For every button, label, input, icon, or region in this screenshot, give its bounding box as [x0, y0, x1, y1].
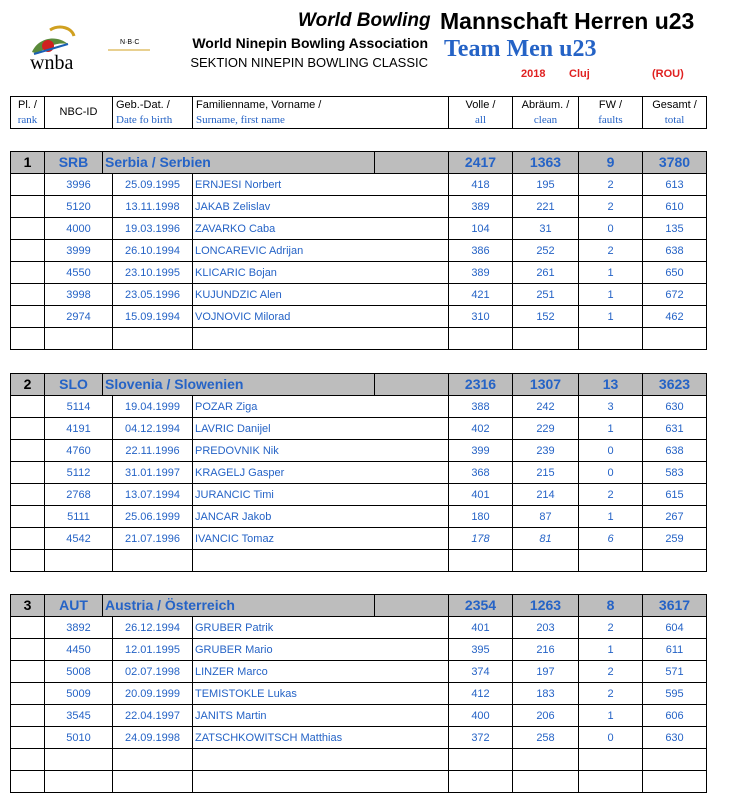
col-name: Familienname, Vorname / Surname, first name — [193, 97, 449, 128]
player-total — [643, 328, 706, 349]
player-all: 399 — [449, 440, 513, 461]
player-faults: 1 — [579, 306, 643, 327]
player-id: 2974 — [45, 306, 113, 327]
team-rank: 1 — [11, 152, 45, 173]
team-block — [10, 594, 707, 793]
player-all — [449, 550, 513, 571]
player-total: 267 — [665, 511, 684, 523]
team-name: Slovenia / Slowenien — [103, 374, 375, 395]
player-total: 606 — [665, 710, 684, 722]
player-all — [449, 328, 513, 349]
player-total: 613 — [665, 179, 684, 191]
player-name — [193, 771, 449, 792]
player-faults: 1 — [579, 639, 643, 660]
player-faults: 0 — [579, 218, 643, 239]
player-id: 5008 — [45, 661, 113, 682]
player-clean — [513, 550, 579, 571]
player-clean: 251 — [513, 284, 579, 305]
player-clean: 152 — [513, 306, 579, 327]
player-total: 135 — [665, 223, 684, 235]
player-clean: 81 — [513, 528, 579, 549]
logo-text: wnba — [30, 52, 74, 72]
player-all: 388 — [449, 396, 513, 417]
player-all: 395 — [449, 639, 513, 660]
player-all: 374 — [449, 661, 513, 682]
player-faults: 1 — [579, 705, 643, 726]
player-clean: 206 — [513, 705, 579, 726]
player-clean: 261 — [513, 262, 579, 283]
player-name: ZAVARKO Caba — [193, 218, 449, 239]
team-faults: 8 — [579, 595, 643, 616]
player-rank-cell — [11, 617, 45, 638]
player-id: 3892 — [45, 617, 113, 638]
player-total — [643, 749, 706, 770]
player-all: 372 — [449, 727, 513, 748]
player-all: 389 — [449, 196, 513, 217]
player-row — [11, 328, 706, 350]
player-id: 2768 — [45, 484, 113, 505]
team-name: Serbia / Serbien — [103, 152, 375, 173]
col-rank: Pl. / rank — [11, 97, 45, 128]
team-clean: 1363 — [513, 152, 579, 173]
player-total: 672 — [665, 289, 684, 301]
player-row — [11, 617, 706, 639]
player-rank-cell — [11, 484, 45, 505]
player-name — [193, 328, 449, 349]
player-all — [449, 749, 513, 770]
player-all: 401 — [449, 617, 513, 638]
player-id: 5010 — [45, 727, 113, 748]
player-total: 630 — [665, 732, 684, 744]
player-name — [193, 550, 449, 571]
player-all: 418 — [449, 174, 513, 195]
player-faults: 2 — [579, 174, 643, 195]
player-id: 3998 — [45, 284, 113, 305]
player-total: 631 — [665, 423, 684, 435]
player-row — [11, 528, 706, 550]
team-all: 2316 — [449, 374, 513, 395]
player-name: GRUBER Mario — [193, 639, 449, 660]
player-rank-cell — [11, 328, 45, 349]
team-rank: 2 — [11, 374, 45, 395]
player-total: 571 — [665, 666, 684, 678]
player-clean: 229 — [513, 418, 579, 439]
player-rank-cell — [11, 240, 45, 261]
player-name: POZAR Ziga — [193, 396, 449, 417]
player-row — [11, 484, 706, 506]
team-spacer — [375, 152, 449, 173]
player-rank-cell — [11, 683, 45, 704]
player-total: 610 — [665, 201, 684, 213]
player-row — [11, 284, 706, 306]
player-row — [11, 506, 706, 528]
player-faults: 1 — [579, 506, 643, 527]
player-all: 421 — [449, 284, 513, 305]
player-row — [11, 418, 706, 440]
player-clean: 242 — [513, 396, 579, 417]
col-nbcid: NBC-ID — [45, 97, 113, 128]
player-all: 412 — [449, 683, 513, 704]
player-id: 5114 — [45, 396, 113, 417]
player-name: KRAGELJ Gasper — [193, 462, 449, 483]
player-clean: 216 — [513, 639, 579, 660]
team-total: 3623 — [658, 376, 691, 392]
player-row — [11, 396, 706, 418]
player-faults: 2 — [579, 484, 643, 505]
player-name: VOJNOVIC Milorad — [193, 306, 449, 327]
player-id: 4550 — [45, 262, 113, 283]
player-rank-cell — [11, 306, 45, 327]
player-id — [45, 550, 113, 571]
player-rank-cell — [11, 661, 45, 682]
player-all: 104 — [449, 218, 513, 239]
event-country: (ROU) — [652, 68, 684, 80]
player-dob: 20.09.1999 — [113, 683, 193, 704]
player-dob — [113, 328, 193, 349]
title-german: Mannschaft Herren u23 — [440, 8, 695, 34]
player-id — [45, 749, 113, 770]
col-dob: Geb.-Dat. / Date fo birth — [113, 97, 193, 128]
team-all: 2354 — [449, 595, 513, 616]
player-rank-cell — [11, 196, 45, 217]
player-total: 638 — [665, 445, 684, 457]
player-dob — [113, 550, 193, 571]
player-id — [45, 328, 113, 349]
col-all: Volle / all — [449, 97, 513, 128]
player-rank-cell — [11, 218, 45, 239]
player-all: 400 — [449, 705, 513, 726]
player-total: 611 — [665, 644, 684, 656]
player-name: LAVRIC Danijel — [193, 418, 449, 439]
player-total: 638 — [665, 245, 684, 257]
player-id: 3996 — [45, 174, 113, 195]
player-total — [643, 550, 706, 571]
player-row — [11, 661, 706, 683]
player-all: 389 — [449, 262, 513, 283]
team-spacer — [375, 374, 449, 395]
player-total: 462 — [665, 311, 684, 323]
column-header — [10, 96, 707, 129]
event-year: 2018 — [521, 68, 546, 80]
player-faults — [579, 328, 643, 349]
player-faults: 2 — [579, 196, 643, 217]
player-all: 178 — [449, 528, 513, 549]
player-row — [11, 705, 706, 727]
player-clean — [513, 771, 579, 792]
org-title: World Bowling — [298, 10, 431, 31]
player-dob: 19.03.1996 — [113, 218, 193, 239]
player-dob: 23.05.1996 — [113, 284, 193, 305]
player-dob: 31.01.1997 — [113, 462, 193, 483]
team-row — [11, 595, 706, 617]
player-rank-cell — [11, 528, 45, 549]
player-id: 5112 — [45, 462, 113, 483]
player-total: 604 — [665, 622, 684, 634]
player-rank-cell — [11, 550, 45, 571]
player-name: JAKAB Zelislav — [193, 196, 449, 217]
player-clean: 203 — [513, 617, 579, 638]
player-row — [11, 462, 706, 484]
player-clean — [513, 749, 579, 770]
player-id: 5111 — [45, 506, 113, 527]
player-all: 180 — [449, 506, 513, 527]
player-faults: 0 — [579, 727, 643, 748]
player-total: 615 — [665, 489, 684, 501]
team-clean: 1263 — [513, 595, 579, 616]
col-faults: FW / faults — [579, 97, 643, 128]
player-faults: 6 — [579, 528, 643, 549]
player-rank-cell — [11, 284, 45, 305]
player-name: TEMISTOKLE Lukas — [193, 683, 449, 704]
col-total: Gesamt / total — [652, 99, 697, 126]
player-clean — [513, 328, 579, 349]
player-id: 4542 — [45, 528, 113, 549]
wnba-logo — [24, 24, 164, 72]
player-total: 583 — [665, 467, 684, 479]
team-block — [10, 373, 707, 572]
player-rank-cell — [11, 771, 45, 792]
col-clean: Abräum. / clean — [513, 97, 579, 128]
player-clean: 258 — [513, 727, 579, 748]
player-total: 630 — [665, 401, 684, 413]
player-id: 4000 — [45, 218, 113, 239]
player-clean: 215 — [513, 462, 579, 483]
team-block — [10, 151, 707, 350]
player-dob: 21.07.1996 — [113, 528, 193, 549]
player-dob: 25.09.1995 — [113, 174, 193, 195]
player-id: 4450 — [45, 639, 113, 660]
player-dob: 22.04.1997 — [113, 705, 193, 726]
player-id: 5009 — [45, 683, 113, 704]
player-id: 4191 — [45, 418, 113, 439]
player-row — [11, 550, 706, 572]
player-rank-cell — [11, 418, 45, 439]
player-all — [449, 771, 513, 792]
player-faults: 1 — [579, 418, 643, 439]
player-id — [45, 771, 113, 792]
player-rank-cell — [11, 749, 45, 770]
player-row — [11, 440, 706, 462]
player-all: 401 — [449, 484, 513, 505]
player-name: LINZER Marco — [193, 661, 449, 682]
player-faults: 1 — [579, 284, 643, 305]
player-total: 650 — [665, 267, 684, 279]
player-row — [11, 749, 706, 771]
player-name: JANCAR Jakob — [193, 506, 449, 527]
player-name: LONCAREVIC Adrijan — [193, 240, 449, 261]
player-total — [643, 771, 706, 792]
player-faults: 3 — [579, 396, 643, 417]
player-faults: 2 — [579, 240, 643, 261]
player-rank-cell — [11, 262, 45, 283]
team-code: AUT — [45, 595, 103, 616]
player-dob: 19.04.1999 — [113, 396, 193, 417]
team-faults: 9 — [579, 152, 643, 173]
player-all: 402 — [449, 418, 513, 439]
team-rank: 3 — [11, 595, 45, 616]
player-dob: 13.07.1994 — [113, 484, 193, 505]
player-row — [11, 639, 706, 661]
player-id: 5120 — [45, 196, 113, 217]
player-clean: 252 — [513, 240, 579, 261]
player-name: PREDOVNIK Nik — [193, 440, 449, 461]
player-dob: 15.09.1994 — [113, 306, 193, 327]
player-row — [11, 727, 706, 749]
player-name: IVANCIC Tomaz — [193, 528, 449, 549]
player-total: 259 — [665, 533, 684, 545]
player-dob: 26.12.1994 — [113, 617, 193, 638]
player-name: GRUBER Patrik — [193, 617, 449, 638]
player-all: 386 — [449, 240, 513, 261]
team-faults: 13 — [579, 374, 643, 395]
player-dob: 22.11.1996 — [113, 440, 193, 461]
team-total: 3617 — [658, 597, 691, 613]
player-row — [11, 262, 706, 284]
player-faults: 0 — [579, 462, 643, 483]
player-clean: 214 — [513, 484, 579, 505]
player-row — [11, 196, 706, 218]
team-clean: 1307 — [513, 374, 579, 395]
player-faults: 2 — [579, 683, 643, 704]
player-id: 4760 — [45, 440, 113, 461]
player-dob: 13.11.1998 — [113, 196, 193, 217]
player-row — [11, 306, 706, 328]
player-row — [11, 174, 706, 196]
player-dob: 23.10.1995 — [113, 262, 193, 283]
player-rank-cell — [11, 462, 45, 483]
team-code: SLO — [45, 374, 103, 395]
player-name — [193, 749, 449, 770]
section-name: SEKTION NINEPIN BOWLING CLASSIC — [190, 55, 428, 70]
player-rank-cell — [11, 506, 45, 527]
player-name: KUJUNDZIC Alen — [193, 284, 449, 305]
player-clean: 221 — [513, 196, 579, 217]
org-name: World Ninepin Bowling Association — [192, 35, 428, 51]
player-clean: 183 — [513, 683, 579, 704]
team-all: 2417 — [449, 152, 513, 173]
player-clean: 87 — [513, 506, 579, 527]
player-name: JANITS Martin — [193, 705, 449, 726]
team-name: Austria / Österreich — [103, 595, 375, 616]
team-total: 3780 — [658, 154, 691, 170]
player-rank-cell — [11, 639, 45, 660]
logo-small-text: N·B·C — [120, 39, 140, 46]
player-row — [11, 771, 706, 793]
player-faults: 0 — [579, 440, 643, 461]
player-row — [11, 218, 706, 240]
event-city: Cluj — [569, 68, 590, 80]
player-faults — [579, 771, 643, 792]
player-rank-cell — [11, 705, 45, 726]
player-dob: 25.06.1999 — [113, 506, 193, 527]
player-dob — [113, 749, 193, 770]
player-id: 3999 — [45, 240, 113, 261]
player-dob: 04.12.1994 — [113, 418, 193, 439]
player-id: 3545 — [45, 705, 113, 726]
player-rank-cell — [11, 174, 45, 195]
player-name: ZATSCHKOWITSCH Matthias — [193, 727, 449, 748]
player-faults: 2 — [579, 661, 643, 682]
team-spacer — [375, 595, 449, 616]
team-row — [11, 152, 706, 174]
player-clean: 195 — [513, 174, 579, 195]
title-english: Team Men u23 — [444, 36, 597, 62]
player-dob: 12.01.1995 — [113, 639, 193, 660]
player-dob: 26.10.1994 — [113, 240, 193, 261]
player-rank-cell — [11, 727, 45, 748]
player-name: JURANCIC Timi — [193, 484, 449, 505]
player-clean: 31 — [513, 218, 579, 239]
player-name: ERNJESI Norbert — [193, 174, 449, 195]
player-rank-cell — [11, 440, 45, 461]
player-name: KLICARIC Bojan — [193, 262, 449, 283]
player-faults — [579, 550, 643, 571]
player-row — [11, 240, 706, 262]
team-row — [11, 374, 706, 396]
player-clean: 197 — [513, 661, 579, 682]
player-faults — [579, 749, 643, 770]
player-all: 368 — [449, 462, 513, 483]
player-total: 595 — [665, 688, 684, 700]
player-dob: 02.07.1998 — [113, 661, 193, 682]
player-faults: 2 — [579, 617, 643, 638]
player-dob — [113, 771, 193, 792]
player-all: 310 — [449, 306, 513, 327]
player-rank-cell — [11, 396, 45, 417]
team-code: SRB — [45, 152, 103, 173]
player-faults: 1 — [579, 262, 643, 283]
player-row — [11, 683, 706, 705]
player-dob: 24.09.1998 — [113, 727, 193, 748]
player-clean: 239 — [513, 440, 579, 461]
